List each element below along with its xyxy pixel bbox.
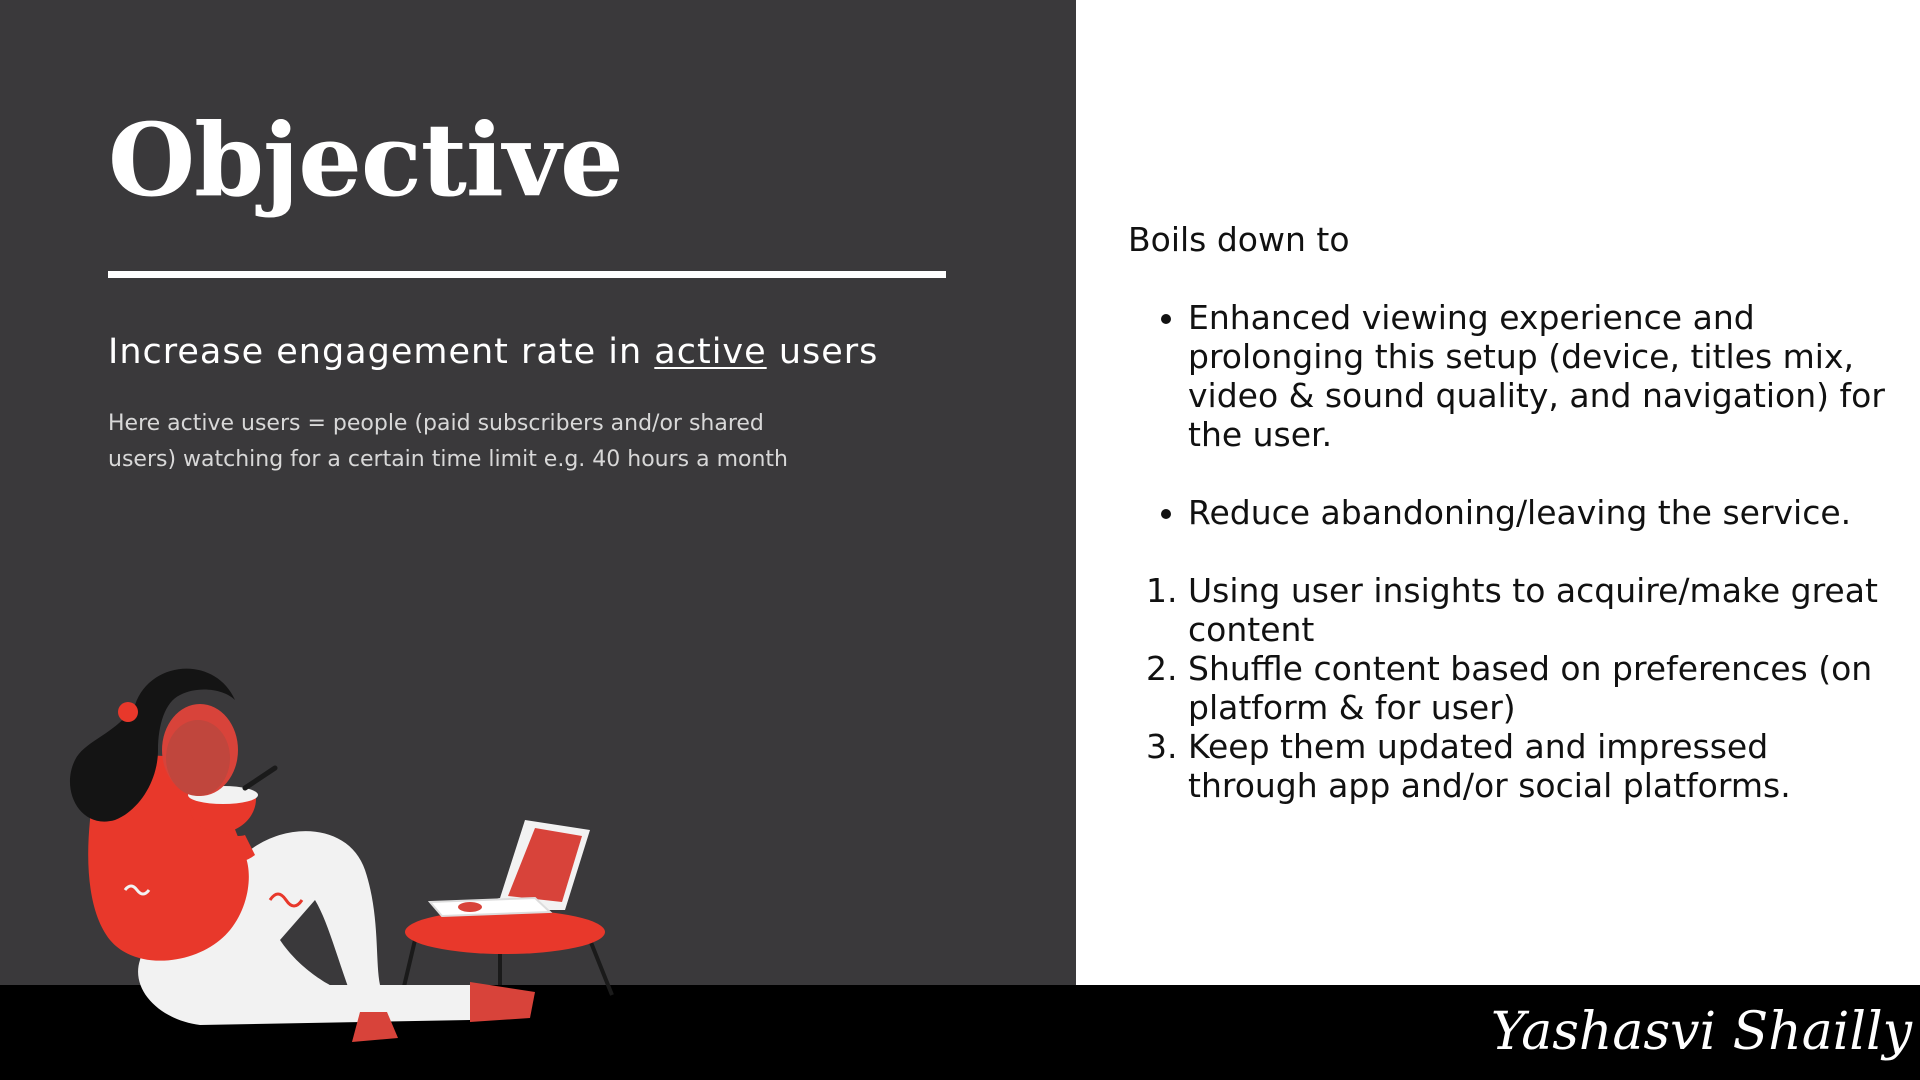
author-signature: Yashasvi Shailly [1490,1002,1912,1062]
objective-highlight: active [654,332,767,372]
action-step-list [1128,571,1888,805]
objective-text-start: Increase engagement rate in [108,332,655,372]
laptop [430,820,590,916]
goal-bullet: • Reduce abandoning/leaving the service. [1188,493,1888,532]
goal-bullet: • Enhanced viewing experience and prolonging this setup (device, titles mix, video & sound quality, and navigation) for the user. [1188,298,1888,454]
action-step: 1. Using user insights to acquire/make great content [1188,571,1888,649]
woman-figure [70,669,535,1042]
details-intro: Boils down to [1128,220,1350,259]
title-divider [108,271,946,278]
goal-bullet-list [1128,298,1888,532]
active-users-definition: Here active users = people (paid subscribers and/or shared users) watching for a certain time limit e.g. 40 hours a month [108,411,789,472]
objective-statement [108,330,878,376]
objective-details [1128,220,1888,805]
action-step: 3. Keep them updated and impressed through app and/or social platforms. [1188,727,1888,805]
side-table [402,910,612,995]
slide-title: Objective [108,101,623,219]
woman-with-laptop-illustration [30,640,650,1050]
objective-text-end: users [766,332,879,372]
action-step: 2. Shuffle content based on preferences (on platform & for user) [1188,649,1888,727]
